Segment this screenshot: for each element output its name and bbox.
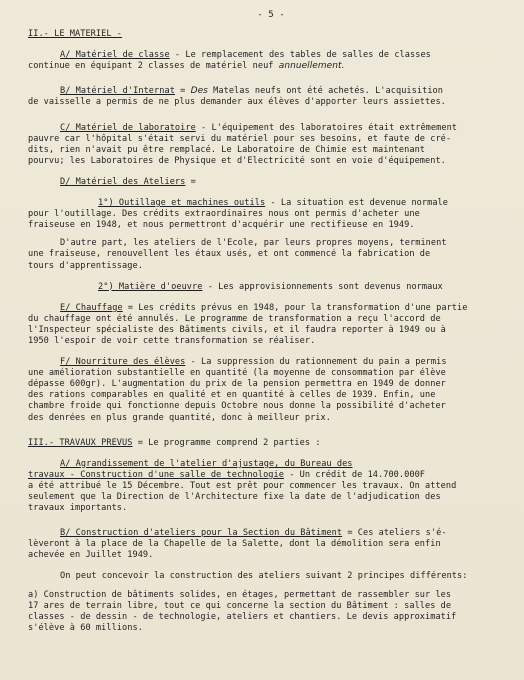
paragraph-d2-matiere-oeuvre: 2°) Matière d'oeuvre - Les approvisionnements sont devenus normaux: [98, 281, 443, 292]
label-d1: 1°) Outillage et machines outils: [98, 198, 266, 209]
paragraph-f-nourriture: F/ Nourriture des élèves - La suppression du rationnement du pain a permis une amélioration substantielle en quantité (la moyenne de consommation par élève dépasse 600gr). L'augmentation du prix de la pension permettra en 1949 de donner des rations comparables en qualité et en quantité à celles de 1939. Enfin, une chambre froide qui fonctionne depuis Octobre nous donne la possibilité d'acheter des denrées en plus grande quantité, donc à meilleur prix.: [28, 357, 447, 423]
label-d2: 2°) Matière d'oeuvre: [98, 281, 203, 292]
paragraph-b-materiel-internat: B/ Matériel d'Internat = Des Matelas neufs ont été achetés. L'acquisition de vaisselle a permis de ne plus demander aux élèves d'apporter leurs assiettes.: [28, 86, 446, 108]
paragraph-c-materiel-laboratoire: C/ Matériel de laboratoire - L'équipement des laboratoires était extrêmement pauvre car l'hôpital s'était servi du matériel pour ses besoins, et faute de cré- dits, rien n'avait pu être remplacé. Le Laboratoire de Chimie est maintenant pourvu; les Laboratoires de Physique et d'Electricité sont en voie d'équipement.: [28, 122, 458, 166]
page-number: - 5 -: [257, 10, 285, 20]
label-c: C/ Matériel de laboratoire: [60, 122, 196, 133]
label-3a: A/ Agrandissement de l'atelier d'ajustage, du Bureau des: [60, 458, 353, 469]
label-b: B/ Matériel d'Internat: [60, 86, 175, 97]
paragraph-d1-outillage: 1°) Outillage et machines outils - La situation est devenue normale pour l'outillage. Des crédits extraordinaires nous ont permis d'acheter une fraiseuse en 1948, et nous permettront d'acquérir une rectifieuse en 1949. D'autre part, les ateliers de l'Ecole, par leurs propres moyens, terminent une fraiseuse, renouvellent les étaux usés, et ont commencé la fabrication de tours d'apprentissage.: [28, 198, 449, 271]
handwritten-insert: Des: [190, 86, 208, 97]
section-2-heading: II.- LE MATERIEL -: [28, 29, 123, 40]
paragraph-3b-ateliers-batiment: B/ Construction d'ateliers pour la Section du Bâtiment = Ces ateliers s'é- lèveront à la place de la Chapelle de la Salette, dont la démolition sera enfin achevée en Juillet 1949.: [28, 528, 447, 561]
principles-intro: On peut concevoir la construction des ateliers suivant 2 principes différents:: [60, 571, 468, 582]
label-d-ateliers: D/ Matériel des Ateliers =: [60, 176, 196, 187]
handwritten-annotation: annuellement.: [278, 61, 345, 72]
label-3b: B/ Construction d'ateliers pour la Section du Bâtiment: [60, 528, 343, 539]
paragraph-a-materiel-classe: A/ Matériel de classe - Le remplacement des tables de salles de classes continue en équipant 2 classes de matériel neuf annuellement.: [28, 50, 431, 72]
principle-a: a) Construction de bâtiments solides, en étages, permettant de rassembler sur les 17 ares de terrain libre, tout ce qui concerne la section du Bâtiment : salles de classes - de dessin - de technologie, ateliers et chantiers. Le devis approximatif s'élève à 60 millions.: [28, 589, 457, 633]
label-a: A/ Matériel de classe: [60, 50, 170, 61]
paragraph-3a-agrandissement: A/ Agrandissement de l'atelier d'ajustage, du Bureau des travaux - Construction d'une salle de technologie - Un crédit de 14.700.000F a été attribué le 15 Décembre. Tout est prêt pour commencer les travaux. On attend seulement que la Direction de l'Architecture fixe la date de l'adjudication des travaux importants.: [28, 458, 457, 514]
label-f: F/ Nourriture des élèves: [60, 357, 186, 368]
paragraph-e-chauffage: E/ Chauffage = Les crédits prévus en 1948, pour la transformation d'une partie du chauffage ont été annulés. Le programme de transformation a reçu l'accord de l'Inspecteur spécialiste des Bâtiments civils, et il faudra reporter à 1949 ou à 1950 l'espoir de voir cette transformation se réaliser.: [28, 302, 468, 346]
label-e: E/ Chauffage: [60, 302, 123, 313]
section-3-heading: III.- TRAVAUX PREVUS = Le programme comprend 2 parties :: [28, 437, 321, 448]
